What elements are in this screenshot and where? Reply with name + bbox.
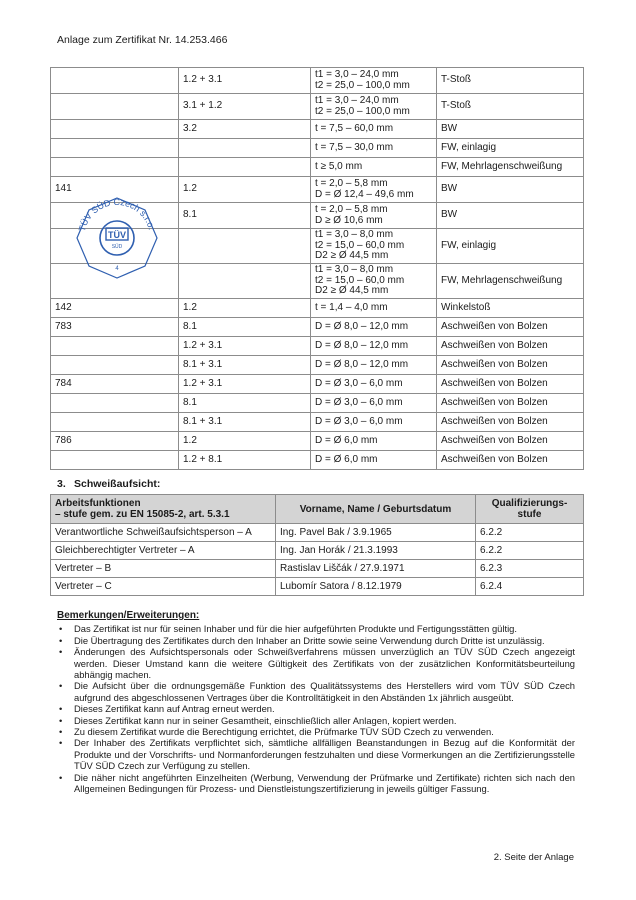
process-number-cell bbox=[51, 337, 179, 356]
dimension-line: t = 7,5 – 60,0 mm bbox=[315, 122, 394, 134]
process-number-cell bbox=[51, 451, 179, 470]
dimension-line: t2 = 15,0 – 60,0 mm bbox=[315, 239, 405, 251]
table-row bbox=[51, 524, 584, 542]
dimension-cell bbox=[311, 432, 437, 451]
material-group-cell: 1.2 bbox=[179, 177, 311, 203]
joint-type-cell: T-Stoß bbox=[437, 94, 584, 120]
material-group-cell: 8.1 + 3.1 bbox=[179, 356, 311, 375]
material-group-cell: 3.2 bbox=[179, 120, 311, 139]
remark-item: • Änderungen des Aufsichtspersonals oder Schweißverfahrens müssen unverzüglich an TÜV SÜD Czech angezeigt werden. Dieser Umstand kann die weitere Gültigkeit des Zertifikats von der zusätzlichen Konformitätsbeurteilung abhängig machen. bbox=[57, 646, 575, 680]
function-cell: Verantwortliche Schweißaufsichtsperson – A bbox=[51, 524, 276, 542]
welding-supervision-table bbox=[50, 494, 584, 596]
process-number-cell: 783 bbox=[51, 318, 179, 337]
table-row bbox=[51, 337, 584, 356]
dimension-line: D = Ø 12,4 – 49,6 mm bbox=[315, 188, 414, 200]
joint-type-cell: T-Stoß bbox=[437, 68, 584, 94]
joint-type-cell: Aschweißen von Bolzen bbox=[437, 356, 584, 375]
material-group-cell: 1.2 + 3.1 bbox=[179, 68, 311, 94]
dimension-line: t1 = 3,0 – 8,0 mm bbox=[315, 229, 394, 241]
dimension-cell bbox=[311, 375, 437, 394]
process-number-cell bbox=[51, 356, 179, 375]
dimension-line: D = Ø 3,0 – 6,0 mm bbox=[315, 396, 403, 408]
dimension-line: D2 ≥ Ø 44,5 mm bbox=[315, 250, 389, 262]
dimension-line: t1 = 3,0 – 8,0 mm bbox=[315, 264, 394, 276]
process-number-cell bbox=[51, 139, 179, 158]
dimension-cell bbox=[311, 299, 437, 318]
svg-text:4: 4 bbox=[115, 266, 119, 272]
joint-type-cell: Aschweißen von Bolzen bbox=[437, 375, 584, 394]
process-number-cell bbox=[51, 394, 179, 413]
material-group-cell bbox=[179, 264, 311, 299]
header-name: Vorname, Name / Geburtsdatum bbox=[276, 495, 476, 524]
section-3-heading bbox=[57, 478, 160, 490]
process-number-cell bbox=[51, 158, 179, 177]
material-group-cell: 1.2 + 8.1 bbox=[179, 451, 311, 470]
remark-item: • Die näher nicht angeführten Einzelheiten (Werbung, Verwendung der Prüfmarke und Zertifikate) richten sich nach den Allgemeinen Bedingungen für Prozess- und Dienstleistungszertifizierung in jeweils gültiger Fassung. bbox=[57, 772, 575, 795]
table-row bbox=[51, 94, 584, 120]
dimension-cell bbox=[311, 337, 437, 356]
joint-type-cell: FW, einlagig bbox=[437, 139, 584, 158]
material-group-cell bbox=[179, 229, 311, 264]
table-row bbox=[51, 578, 584, 596]
material-group-cell: 1.2 + 3.1 bbox=[179, 375, 311, 394]
qualification-level-cell: 6.2.2 bbox=[476, 542, 584, 560]
joint-type-cell: Aschweißen von Bolzen bbox=[437, 318, 584, 337]
material-group-cell: 1.2 bbox=[179, 299, 311, 318]
table-row bbox=[51, 356, 584, 375]
table-row bbox=[51, 299, 584, 318]
remark-item: • Die Übertragung des Zertifikates durch den Inhaber an Dritte sowie seine Verwendung durch Dritte ist unzulässig. bbox=[57, 635, 575, 646]
remark-item: • Zu diesem Zertifikat wurde die Berechtigung errichtet, die Prüfmarke TÜV SÜD Czech zu verwenden. bbox=[57, 726, 575, 737]
person-cell: Rastislav Liščák / 27.9.1971 bbox=[276, 560, 476, 578]
dimension-line: t1 = 3,0 – 24,0 mm bbox=[315, 95, 399, 106]
dimension-cell bbox=[311, 451, 437, 470]
remark-item: • Das Zertifikat ist nur für seinen Inhaber und für die hier aufgeführten Produkte und Fertigungsstätten gültig. bbox=[57, 623, 575, 634]
material-group-cell: 8.1 bbox=[179, 318, 311, 337]
dimension-line: D2 ≥ Ø 44,5 mm bbox=[315, 285, 389, 297]
svg-text:SÜD: SÜD bbox=[111, 244, 123, 250]
joint-type-cell: BW bbox=[437, 177, 584, 203]
function-cell: Vertreter – C bbox=[51, 578, 276, 596]
dimension-line: D = Ø 8,0 – 12,0 mm bbox=[315, 320, 409, 332]
material-group-cell: 8.1 bbox=[179, 394, 311, 413]
dimension-cell bbox=[311, 394, 437, 413]
dimension-cell bbox=[311, 413, 437, 432]
table-row bbox=[51, 542, 584, 560]
dimension-line: t = 2,0 – 5,8 mm bbox=[315, 178, 388, 189]
dimension-line: D = Ø 6,0 mm bbox=[315, 453, 378, 465]
dimension-line: t1 = 3,0 – 24,0 mm bbox=[315, 69, 399, 80]
joint-type-cell: Winkelstoß bbox=[437, 299, 584, 318]
table-row bbox=[51, 394, 584, 413]
dimension-line: t2 = 15,0 – 60,0 mm bbox=[315, 274, 405, 286]
material-group-cell bbox=[179, 158, 311, 177]
dimension-cell bbox=[311, 139, 437, 158]
dimension-line: t ≥ 5,0 mm bbox=[315, 160, 363, 172]
person-cell: Ing. Pavel Bak / 3.9.1965 bbox=[276, 524, 476, 542]
dimension-line: D = Ø 3,0 – 6,0 mm bbox=[315, 377, 403, 389]
remarks-list bbox=[57, 623, 575, 794]
table-row bbox=[51, 432, 584, 451]
dimension-cell bbox=[311, 120, 437, 139]
process-number-cell: 786 bbox=[51, 432, 179, 451]
dimension-cell bbox=[311, 158, 437, 177]
header-functions: Arbeitsfunktionen – stufe gem. zu EN 15085-2, art. 5.3.1 bbox=[51, 495, 276, 524]
remark-item: • Dieses Zertifikat kann nur in seiner Gesamtheit, einschließlich aller Anlagen, kopiert werden. bbox=[57, 715, 575, 726]
table-row bbox=[51, 560, 584, 578]
material-group-cell bbox=[179, 139, 311, 158]
dimension-line: D ≥ Ø 10,6 mm bbox=[315, 214, 383, 226]
dimension-cell bbox=[311, 229, 437, 264]
table-row bbox=[51, 451, 584, 470]
dimension-line: t = 7,5 – 30,0 mm bbox=[315, 141, 394, 153]
joint-type-cell: FW, Mehrlagenschweißung bbox=[437, 264, 584, 299]
tuv-sud-stamp bbox=[73, 194, 161, 282]
dimension-cell bbox=[311, 68, 437, 94]
dimension-line: D = Ø 6,0 mm bbox=[315, 434, 378, 446]
dimension-line: t2 = 25,0 – 100,0 mm bbox=[315, 79, 410, 91]
dimension-cell bbox=[311, 264, 437, 299]
dimension-line: t = 1,4 – 4,0 mm bbox=[315, 301, 388, 313]
material-group-cell: 1.2 + 3.1 bbox=[179, 337, 311, 356]
dimension-cell bbox=[311, 318, 437, 337]
remark-item: • Die Aufsicht über die ordnungsgemäße Funktion des Qualitätssystems des Herstellers wird vom TÜV SÜD Czech aufgrund des abgeschlossenen Vertrages über die Kontrolltätigkeit in den Abständen 1x jährlich ausgeübt. bbox=[57, 680, 575, 703]
joint-type-cell: Aschweißen von Bolzen bbox=[437, 394, 584, 413]
joint-type-cell: Aschweißen von Bolzen bbox=[437, 451, 584, 470]
table-row bbox=[51, 120, 584, 139]
table-row bbox=[51, 413, 584, 432]
person-cell: Ing. Jan Horák / 21.3.1993 bbox=[276, 542, 476, 560]
section-number: 3. bbox=[57, 478, 66, 490]
table-row bbox=[51, 375, 584, 394]
joint-type-cell: Aschweißen von Bolzen bbox=[437, 337, 584, 356]
table-row bbox=[51, 158, 584, 177]
page-footer: 2. Seite der Anlage bbox=[493, 852, 574, 863]
dimension-cell bbox=[311, 177, 437, 203]
process-number-cell: 142 bbox=[51, 299, 179, 318]
process-number-cell bbox=[51, 413, 179, 432]
remarks-title: Bemerkungen/Erweiterungen: bbox=[57, 610, 200, 621]
remark-item: • Der Inhaber des Zertifikats verpflichtet sich, sämtliche allfälligen Beanstandungen in Bezug auf die Konformität der Produkte und der Vorschrifts- und Normanforderungen festzuhalten und diese Vormerkungen an die Zertifizierungsstelle TÜV SÜD Czech zur Verfügung zu stellen. bbox=[57, 737, 575, 771]
joint-type-cell: BW bbox=[437, 203, 584, 229]
remark-item: • Dieses Zertifikat kann auf Antrag erneut werden. bbox=[57, 703, 575, 714]
material-group-cell: 1.2 bbox=[179, 432, 311, 451]
process-number-cell bbox=[51, 94, 179, 120]
page-header: Anlage zum Zertifikat Nr. 14.253.466 bbox=[57, 34, 228, 46]
qualification-level-cell: 6.2.4 bbox=[476, 578, 584, 596]
qualification-level-cell: 6.2.3 bbox=[476, 560, 584, 578]
joint-type-cell: BW bbox=[437, 120, 584, 139]
process-number-cell: 784 bbox=[51, 375, 179, 394]
material-group-cell: 8.1 + 3.1 bbox=[179, 413, 311, 432]
process-number-cell: 141 bbox=[51, 177, 179, 203]
joint-type-cell: FW, Mehrlagenschweißung bbox=[437, 158, 584, 177]
dimension-cell bbox=[311, 356, 437, 375]
svg-text:TÜV: TÜV bbox=[108, 230, 126, 240]
material-group-cell: 8.1 bbox=[179, 203, 311, 229]
joint-type-cell: FW, einlagig bbox=[437, 229, 584, 264]
person-cell: Lubomír Satora / 8.12.1979 bbox=[276, 578, 476, 596]
qualification-level-cell: 6.2.2 bbox=[476, 524, 584, 542]
function-cell: Vertreter – B bbox=[51, 560, 276, 578]
dimension-cell bbox=[311, 94, 437, 120]
table-row bbox=[51, 318, 584, 337]
process-number-cell bbox=[51, 68, 179, 94]
header-level: Qualifizierungs- stufe bbox=[476, 495, 584, 524]
process-number-cell bbox=[51, 120, 179, 139]
remarks-section bbox=[57, 610, 575, 795]
function-cell: Gleichberechtigter Vertreter – A bbox=[51, 542, 276, 560]
dimension-line: D = Ø 8,0 – 12,0 mm bbox=[315, 339, 409, 351]
stamp-ring-text: TÜV SÜD Czech s.r.o. bbox=[76, 196, 157, 233]
dimension-line: t = 2,0 – 5,8 mm bbox=[315, 204, 388, 215]
dimension-line: t2 = 25,0 – 100,0 mm bbox=[315, 105, 410, 117]
joint-type-cell: Aschweißen von Bolzen bbox=[437, 413, 584, 432]
dimension-line: D = Ø 3,0 – 6,0 mm bbox=[315, 415, 403, 427]
table-row bbox=[51, 139, 584, 158]
dimension-cell bbox=[311, 203, 437, 229]
section-title: Schweißaufsicht: bbox=[74, 478, 161, 490]
joint-type-cell: Aschweißen von Bolzen bbox=[437, 432, 584, 451]
material-group-cell: 3.1 + 1.2 bbox=[179, 94, 311, 120]
dimension-line: D = Ø 8,0 – 12,0 mm bbox=[315, 358, 409, 370]
table-row bbox=[51, 68, 584, 94]
